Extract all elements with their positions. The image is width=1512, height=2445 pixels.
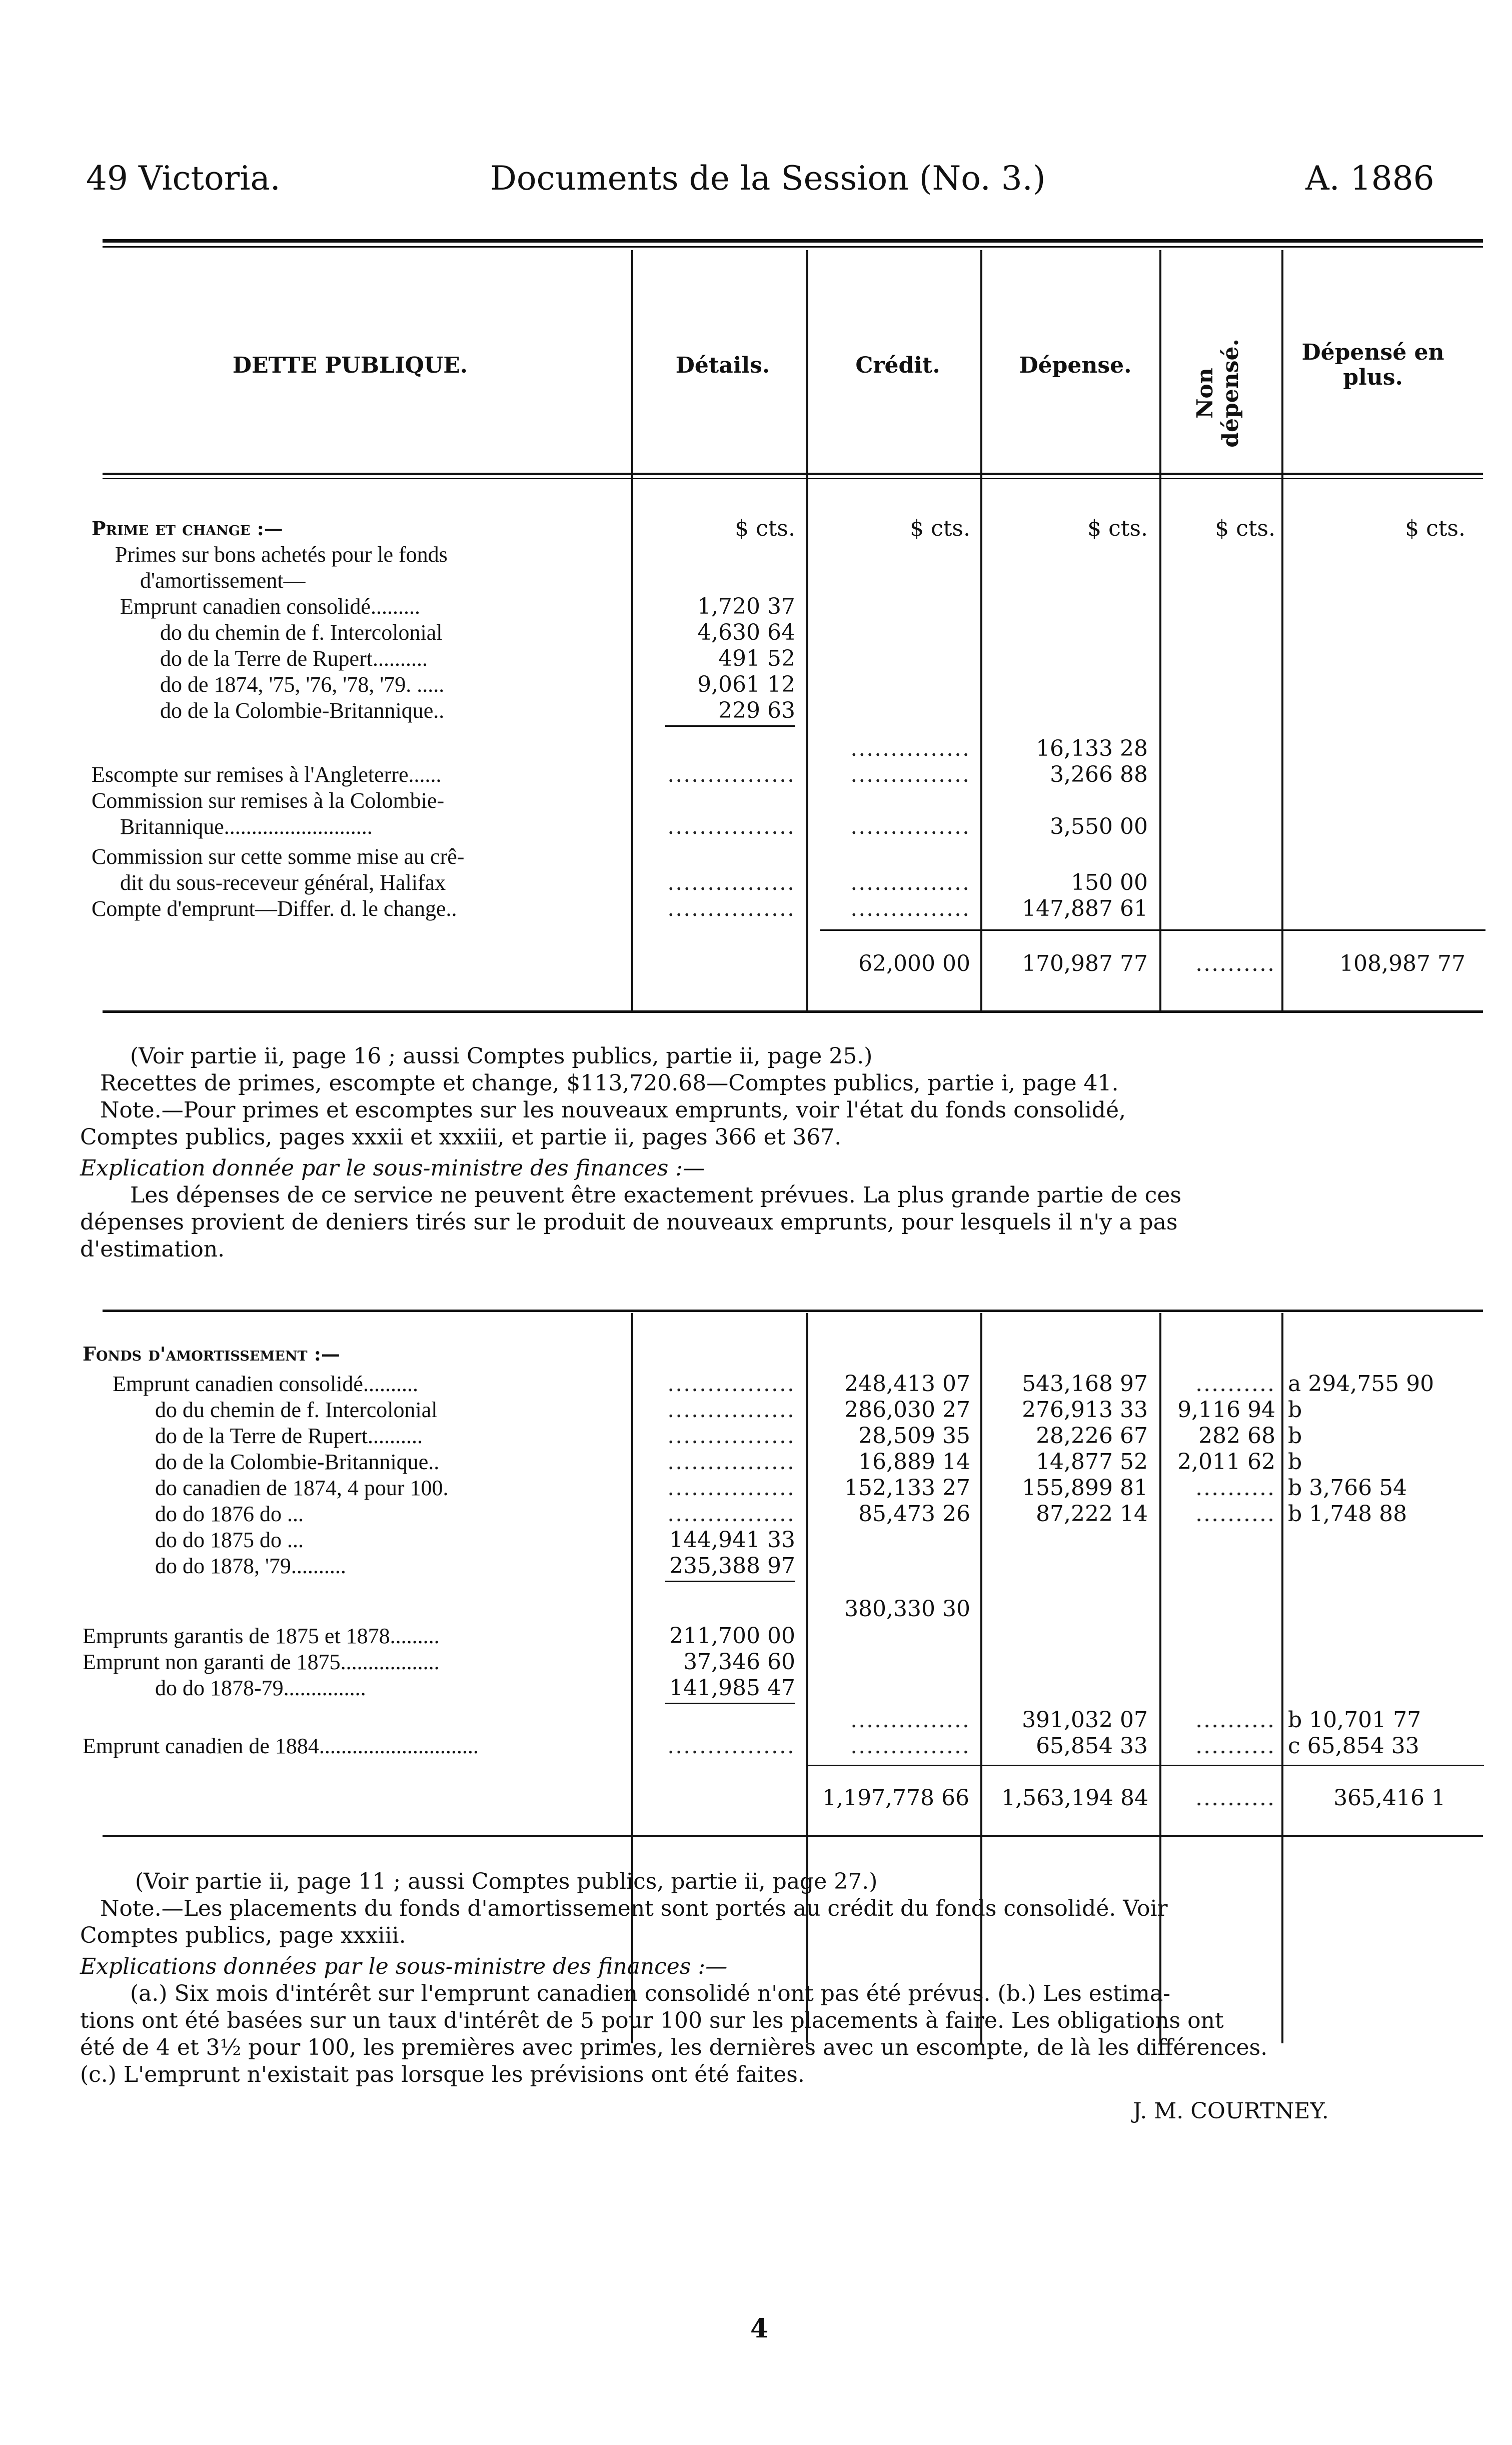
row-label: Emprunts garantis de 1875 et 1878......... (83, 1624, 440, 1648)
cell-depense: 391,032 07 (1022, 1707, 1148, 1733)
cell-depense-plus: b 1,748 88 (1288, 1501, 1407, 1527)
cell-credit: ............... (850, 896, 970, 921)
row-label: Commission sur remises à la Colombie- (92, 788, 445, 813)
row-label: Emprunt canadien de 1884............................. (83, 1734, 479, 1758)
cell-credit: 28,509 35 (858, 1423, 970, 1449)
total-non-depense: .......... (1195, 951, 1275, 976)
row-label: d'amortissement— (140, 568, 306, 593)
col-head-credit: Crédit. (855, 353, 940, 378)
cell-non-depense: .......... (1195, 1733, 1275, 1759)
cell-depense: 16,133 28 (1036, 736, 1148, 761)
cell-details: ................ (667, 896, 795, 921)
cell-depense: 543,168 97 (1022, 1371, 1148, 1397)
total-depense: 1,563,194 84 (1001, 1785, 1148, 1811)
cell-details: ................ (667, 1371, 795, 1397)
section-heading: Fonds d'amortissement :— (83, 1343, 340, 1365)
total-depense: 170,987 77 (1022, 951, 1148, 976)
table-row (0, 787, 1512, 814)
total-non-depense: .......... (1195, 1785, 1275, 1811)
note-line: Explications données par le sous-ministre des finances :— (80, 1954, 728, 1979)
total-rule (806, 1765, 1484, 1766)
table-row (0, 1371, 1512, 1398)
col-head-depense-plus: Dépensé en plus. (1301, 340, 1444, 390)
cell-details: 211,700 00 (669, 1623, 795, 1649)
cell-details: ................ (667, 1397, 795, 1423)
row-label: Emprunt non garanti de 1875.................. (83, 1650, 440, 1674)
cell-credit: 286,030 27 (844, 1397, 970, 1423)
subtotal-rule (665, 1703, 795, 1704)
cell-credit: 16,889 14 (858, 1449, 970, 1475)
cell-details: ................ (667, 870, 795, 895)
table-row (0, 735, 1512, 762)
table-row (0, 1501, 1512, 1528)
table-row (0, 1707, 1512, 1734)
cell-depense: 87,222 14 (1036, 1501, 1148, 1527)
row-label: Britannique........................... (120, 814, 373, 839)
table-row (0, 645, 1512, 672)
cell-details: ................ (667, 1475, 795, 1501)
table-end-rule (103, 1010, 1483, 1013)
header-right: A. 1886 (1305, 159, 1434, 198)
cell-details: 37,346 60 (683, 1649, 795, 1675)
cell-details: 229 63 (718, 698, 795, 723)
unit-non-depense: $ cts. (1215, 516, 1275, 541)
header-rule-thick (103, 239, 1483, 243)
row-label: do du chemin de f. Intercolonial (155, 1398, 438, 1422)
cell-non-depense: .......... (1195, 1371, 1275, 1397)
note-line: Recettes de primes, escompte et change, $113,720.68—Comptes publics, partie i, page 41. (100, 1070, 1119, 1096)
table-row-total (0, 1785, 1512, 1812)
cell-details: 144,941 33 (669, 1527, 795, 1553)
table2-top-rule (103, 1310, 1483, 1312)
unit-credit: $ cts. (910, 516, 970, 541)
cell-non-depense: .......... (1195, 1475, 1275, 1501)
table-row (0, 761, 1512, 788)
table-row (0, 1733, 1512, 1760)
total-depense-plus: 365,416 1 (1333, 1785, 1445, 1811)
table-row (0, 1397, 1512, 1424)
table-row (0, 1423, 1512, 1450)
note-line: Comptes publics, pages xxxii et xxxiii, et partie ii, pages 366 et 367. (80, 1124, 842, 1150)
cell-credit: ............... (850, 814, 970, 839)
row-label: Emprunt canadien consolidé......... (120, 594, 420, 619)
row-label: do de la Colombie-Britannique.. (160, 698, 445, 723)
table-row (0, 1649, 1512, 1676)
note-block-2 (80, 1868, 1465, 2088)
cell-credit: 152,133 27 (844, 1475, 970, 1501)
total-credit: 62,000 00 (858, 951, 970, 976)
row-label: Commission sur cette somme mise au crê- (92, 844, 465, 869)
subtotal-rule (665, 1581, 795, 1582)
row-label: do canadien de 1874, 4 pour 100. (155, 1476, 449, 1500)
row-label: do do 1878, '79.......... (155, 1554, 346, 1578)
cell-depense: 65,854 33 (1036, 1733, 1148, 1759)
table-row (0, 1596, 1512, 1623)
cell-depense: 28,226 67 (1036, 1423, 1148, 1449)
note-line: d'estimation. (80, 1237, 225, 1262)
col-head-depense: Dépense. (1019, 353, 1132, 378)
table-row (0, 671, 1512, 698)
subtotal-rule (665, 725, 795, 727)
row-label: do do 1878-79............... (155, 1676, 366, 1700)
table2-end-rule (103, 1835, 1483, 1837)
row-label: do de 1874, '75, '76, '78, '79. ..... (160, 672, 445, 697)
note-line: Comptes publics, page xxxiii. (80, 1923, 406, 1948)
cell-details: ................ (667, 1501, 795, 1527)
unit-details: $ cts. (735, 516, 795, 541)
cell-non-depense: 9,116 94 (1177, 1397, 1275, 1423)
cell-details: 4,630 64 (697, 620, 795, 645)
cell-depense: 3,266 88 (1050, 762, 1148, 787)
note-line: (Voir partie ii, page 16 ; aussi Comptes publics, partie ii, page 25.) (130, 1043, 873, 1069)
note-line: dépenses provient de deniers tirés sur le produit de nouveaux emprunts, pour lesquels il n'y a pas (80, 1209, 1178, 1235)
total-depense-plus: 108,987 77 (1339, 951, 1465, 976)
table-row (0, 1553, 1512, 1580)
row-label: Primes sur bons achetés pour le fonds (115, 542, 448, 567)
row-label: Emprunt canadien consolidé.......... (113, 1372, 418, 1396)
cell-details: ................ (667, 814, 795, 839)
row-label: do de la Terre de Rupert.......... (155, 1424, 423, 1448)
cell-details: 491 52 (718, 646, 795, 671)
note-line: (Voir partie ii, page 11 ; aussi Comptes publics, partie ii, page 27.) (135, 1869, 878, 1894)
table-row (0, 1527, 1512, 1554)
section-heading: Prime et change :— (92, 517, 283, 540)
note-line: Note.—Les placements du fonds d'amortissement sont portés au crédit du fonds consolidé. Voir (100, 1896, 1168, 1921)
head-rule (103, 473, 1483, 475)
cell-depense: 155,899 81 (1022, 1475, 1148, 1501)
table-row (0, 895, 1512, 922)
cell-depense: 150 00 (1071, 870, 1148, 895)
row-label: Escompte sur remises à l'Angleterre...... (92, 762, 442, 787)
table-row (0, 1475, 1512, 1502)
total-rule (820, 929, 1485, 931)
header-rule-thin (103, 246, 1483, 248)
cell-depense: 147,887 61 (1022, 896, 1148, 921)
unit-depense-plus: $ cts. (1405, 516, 1465, 541)
cell-credit: ............... (850, 736, 970, 761)
table-row (0, 1675, 1512, 1702)
cell-details: ................ (667, 1449, 795, 1475)
row-label: do de la Terre de Rupert.......... (160, 646, 428, 671)
col-head-non-depense: Non dépensé. (1192, 339, 1243, 448)
row-label: do do 1875 do ... (155, 1528, 304, 1552)
note-line: Les dépenses de ce service ne peuvent être exactement prévues. La plus grande partie de ces (130, 1182, 1181, 1208)
table-row (0, 843, 1512, 870)
cell-depense: 276,913 33 (1022, 1397, 1148, 1423)
cell-credit: 380,330 30 (844, 1596, 970, 1622)
note-line: été de 4 et 3½ pour 100, les premières avec primes, les dernières avec un escompte, de là les différences. (80, 2035, 1268, 2060)
unit-depense: $ cts. (1087, 516, 1148, 541)
row-label: do de la Colombie-Britannique.. (155, 1450, 440, 1474)
cell-credit: ............... (850, 1707, 970, 1733)
signature: J. M. COURTNEY. (1133, 2098, 1329, 2124)
table-row (0, 1623, 1512, 1650)
total-credit: 1,197,778 66 (822, 1785, 969, 1811)
cell-details: ................ (667, 762, 795, 787)
table-row (0, 619, 1512, 646)
cell-details: 235,388 97 (669, 1553, 795, 1579)
cell-depense-plus: b (1288, 1397, 1302, 1423)
cell-credit: ............... (850, 1733, 970, 1759)
note-block-1 (80, 1043, 1465, 1263)
cell-non-depense: .......... (1195, 1707, 1275, 1733)
page-number: 4 (750, 2313, 769, 2344)
cell-depense-plus: b 10,701 77 (1288, 1707, 1421, 1733)
cell-details: ................ (667, 1733, 795, 1759)
cell-non-depense: .......... (1195, 1501, 1275, 1527)
note-line: (c.) L'emprunt n'existait pas lorsque les prévisions ont été faites. (80, 2062, 805, 2087)
table-row (0, 697, 1512, 724)
col-head-details: Détails. (675, 353, 770, 378)
section-heading-row (0, 1341, 1512, 1368)
header-left: 49 Victoria. (86, 159, 281, 198)
table-row (0, 869, 1512, 896)
cell-details: 141,985 47 (669, 1675, 795, 1701)
cell-depense-plus: a 294,755 90 (1288, 1371, 1434, 1397)
cell-depense-plus: b (1288, 1449, 1302, 1475)
table-row (0, 1449, 1512, 1476)
table-row-total (0, 950, 1512, 977)
cell-depense-plus: b (1288, 1423, 1302, 1449)
cell-credit: 85,473 26 (858, 1501, 970, 1527)
cell-credit: ............... (850, 870, 970, 895)
units-row (0, 515, 1512, 542)
row-label: Compte d'emprunt—Differ. d. le change.. (92, 896, 457, 921)
note-line: tions ont été basées sur un taux d'intérêt de 5 pour 100 sur les placements à faire. Les obligations ont (80, 2008, 1224, 2033)
cell-details: 1,720 37 (697, 594, 795, 619)
row-label: do du chemin de f. Intercolonial (160, 620, 443, 645)
cell-non-depense: 2,011 62 (1177, 1449, 1275, 1475)
note-line: Explication donnée par le sous-ministre des finances :— (80, 1155, 705, 1181)
cell-details: 9,061 12 (697, 672, 795, 697)
cell-depense-plus: b 3,766 54 (1288, 1475, 1407, 1501)
table-row (0, 593, 1512, 620)
table-row (0, 567, 1512, 594)
cell-depense: 14,877 52 (1036, 1449, 1148, 1475)
row-label: dit du sous-receveur général, Halifax (120, 870, 446, 895)
row-label: do do 1876 do ... (155, 1502, 304, 1526)
cell-depense: 3,550 00 (1050, 814, 1148, 839)
col-head-title: DETTE PUBLIQUE. (232, 353, 468, 378)
table-row (0, 541, 1512, 568)
cell-depense-plus: c 65,854 33 (1288, 1733, 1419, 1759)
table-row (0, 813, 1512, 840)
note-line: (a.) Six mois d'intérêt sur l'emprunt canadien consolidé n'ont pas été prévus. (b.) Les estima- (130, 1981, 1170, 2006)
cell-credit: ............... (850, 762, 970, 787)
head-rule-thin (103, 478, 1483, 479)
note-line: Note.—Pour primes et escomptes sur les nouveaux emprunts, voir l'état du fonds consolidé, (100, 1097, 1126, 1123)
cell-credit: 248,413 07 (844, 1371, 970, 1397)
cell-non-depense: 282 68 (1198, 1423, 1275, 1449)
header-center: Documents de la Session (No. 3.) (490, 159, 1046, 198)
cell-details: ................ (667, 1423, 795, 1449)
